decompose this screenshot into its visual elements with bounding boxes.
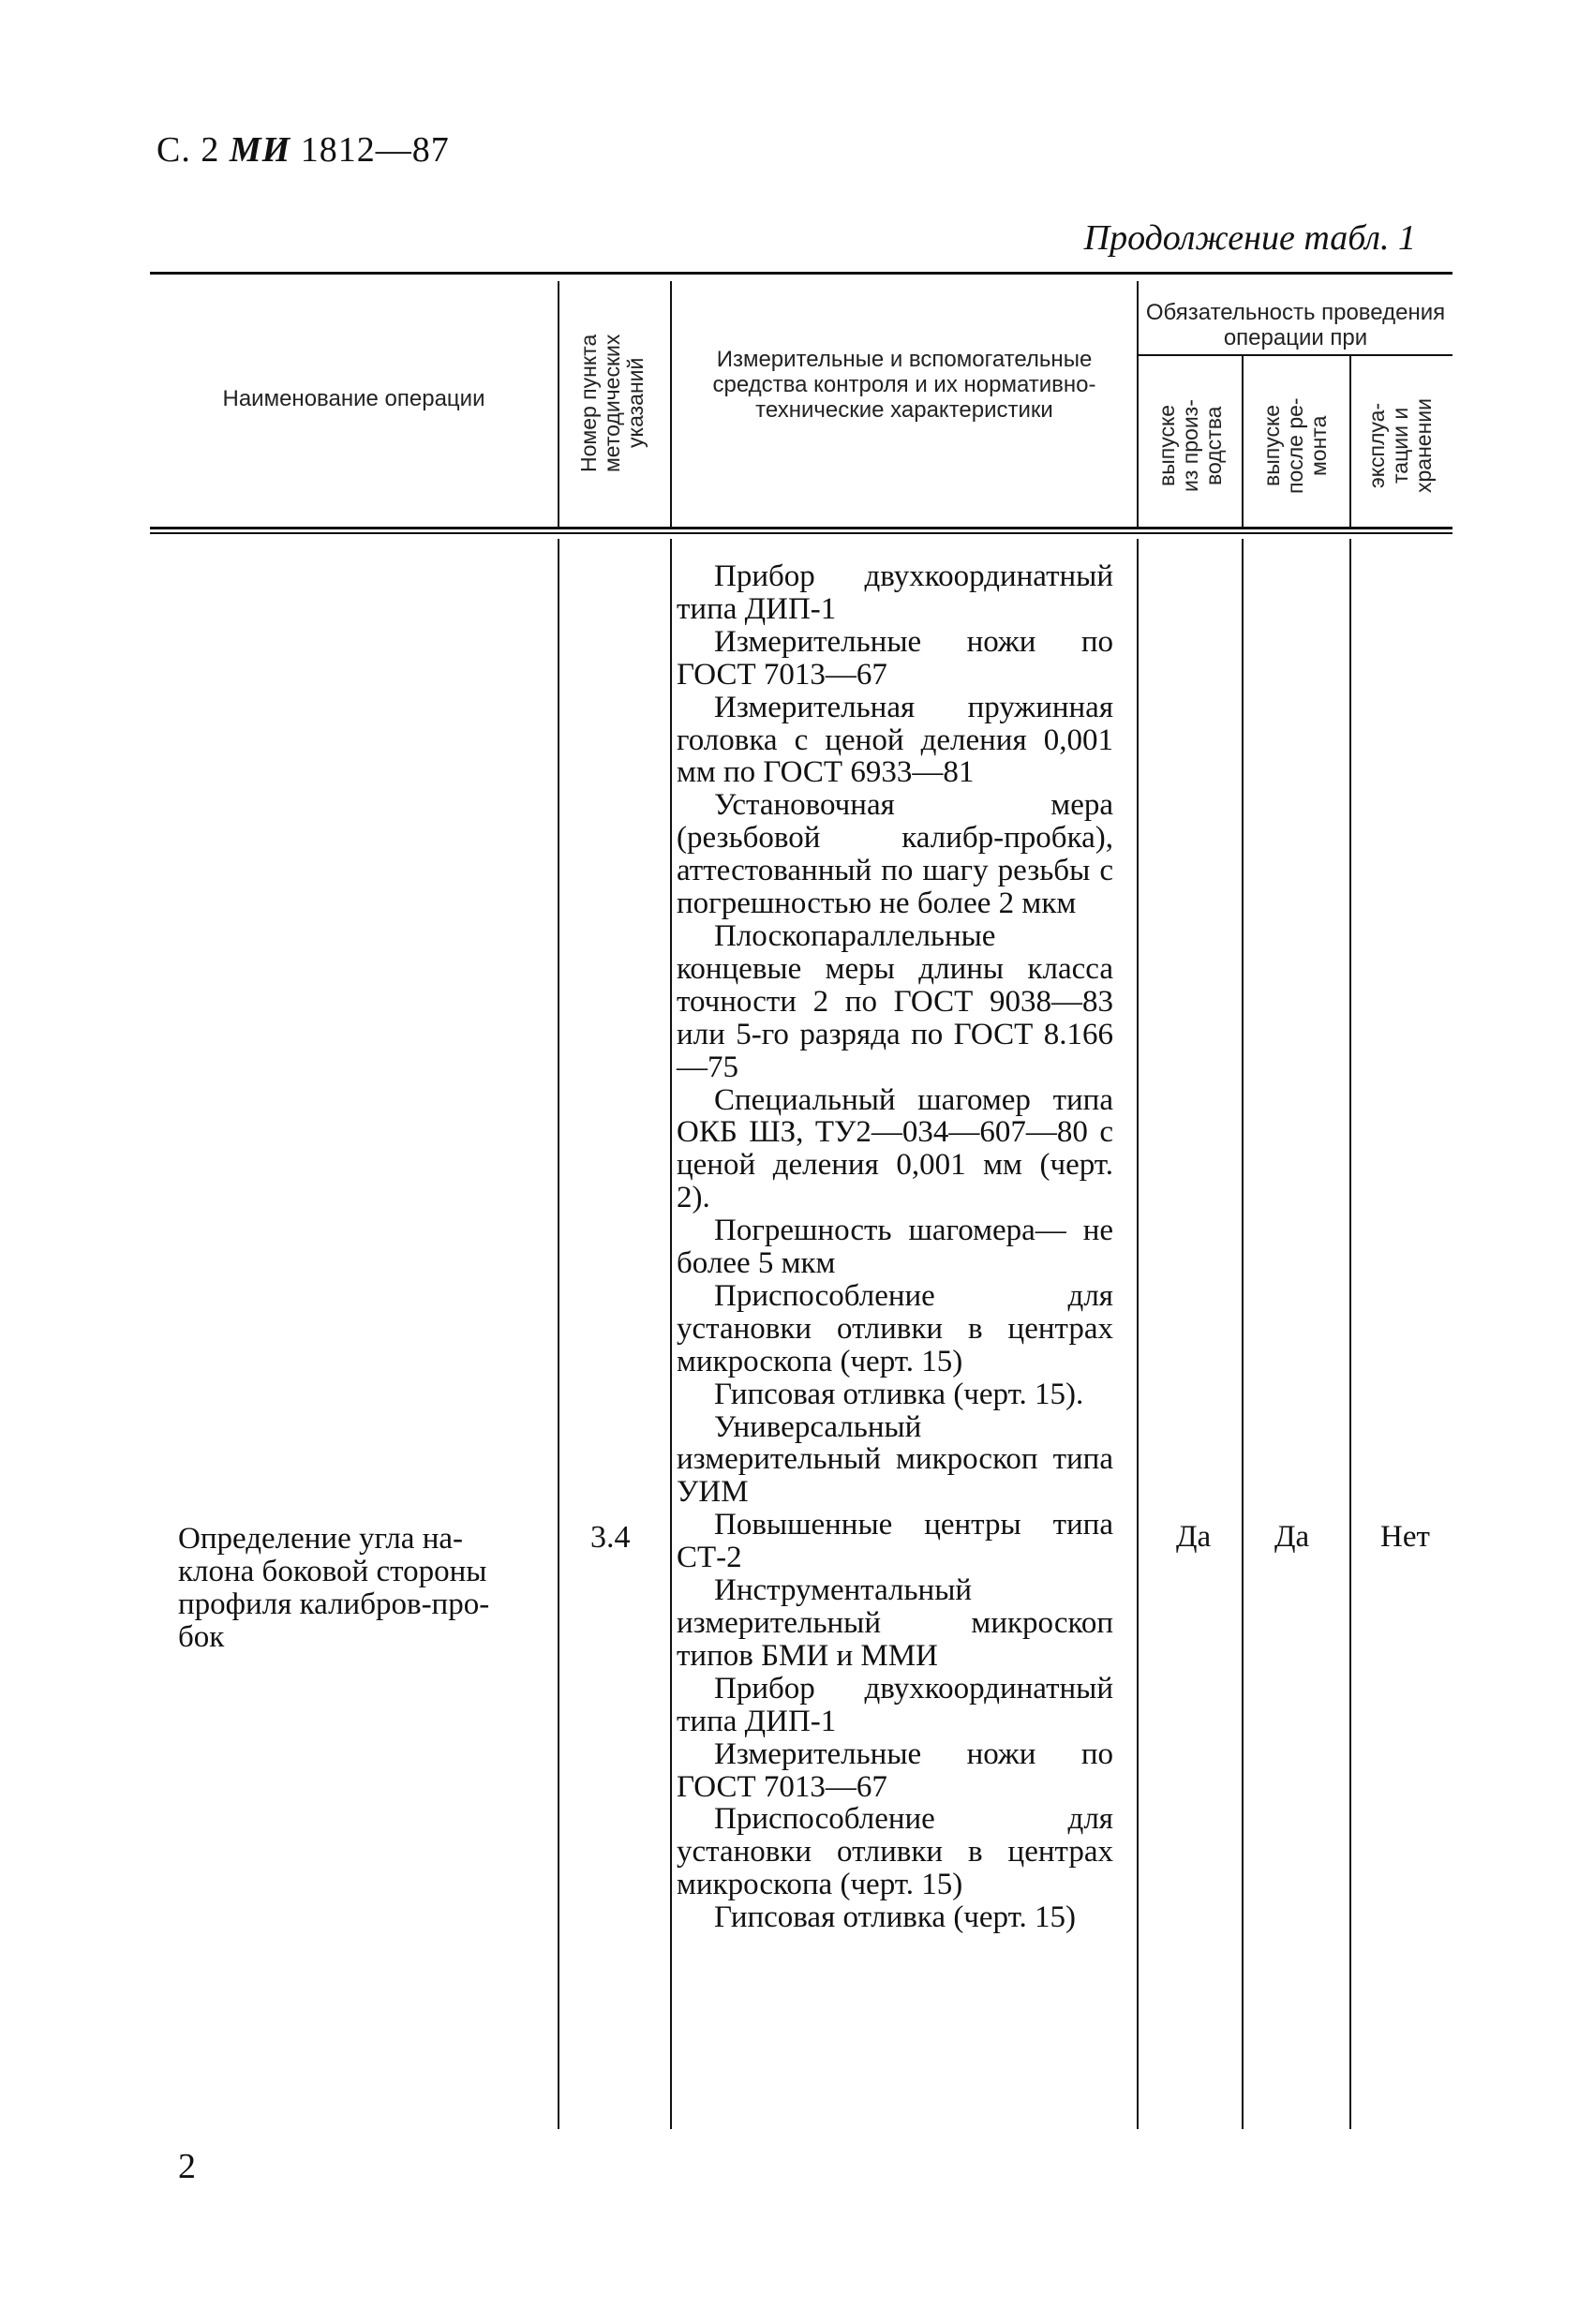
instrument-item: Приспособление для установки отливки в центрах микроскопа (черт. 15) bbox=[677, 1278, 1113, 1378]
instrument-item: Плоскопараллельные концевые меры длины класса точности 2 по ГОСТ 9038—83 или 5-го разряда по ГОСТ 8.166—75 bbox=[677, 918, 1113, 1084]
instrument-item: Измерительная пружинная головка с ценой деления 0,001 мм по ГОСТ 6933—81 bbox=[677, 690, 1113, 790]
header-vline-2 bbox=[670, 281, 672, 527]
obligation-production: Да bbox=[1176, 1520, 1212, 1554]
instrument-item: Универсальный измерительный микроскоп типа УИМ bbox=[677, 1409, 1113, 1510]
body-vline-4 bbox=[1242, 539, 1244, 2129]
header-bottom-rule-2 bbox=[150, 532, 1452, 534]
operations-table bbox=[150, 272, 1452, 2132]
instrument-item: Гипсовая отливка (черт. 15) bbox=[714, 1900, 1077, 1935]
header-operation: Наименование операции bbox=[222, 386, 485, 411]
header-sub-production: выпуске из произ- водства bbox=[1155, 399, 1226, 492]
body-vline-5 bbox=[1349, 539, 1351, 2129]
instrument-item: Гипсовая отливка (черт. 15). bbox=[714, 1377, 1084, 1411]
body-vline-1 bbox=[558, 539, 559, 2129]
obligation-repair: Да bbox=[1274, 1520, 1310, 1554]
instrument-item: Измерительные ножи по ГОСТ 7013—67 bbox=[677, 624, 1113, 692]
page-number: 2 bbox=[178, 2147, 196, 2186]
body-vline-3 bbox=[1137, 539, 1139, 2129]
header-sub-operation: эксплуа- тации и хранении bbox=[1364, 398, 1436, 493]
instrument-item: Измерительные ножи по ГОСТ 7013—67 bbox=[677, 1736, 1113, 1804]
doc-code: МИ bbox=[229, 130, 291, 170]
header-point: Номер пункта методических указаний bbox=[576, 334, 648, 472]
operation-line: профиля калибров-про- bbox=[178, 1587, 490, 1621]
instrument-item: Повышенные центры типа СТ-2 bbox=[677, 1508, 1113, 1575]
instrument-item: Приспособление для установки отливки в центрах микроскопа (черт. 15) bbox=[677, 1802, 1113, 1902]
operation-line: клона боковой стороны bbox=[178, 1555, 487, 1588]
operation-line: бок bbox=[178, 1620, 225, 1654]
instrument-item: Прибор двухкоординатный типа ДИП-1 bbox=[677, 559, 1113, 626]
header-obligation: Обязательность проведения операции при bbox=[1145, 300, 1446, 350]
obligation-operation: Нет bbox=[1380, 1520, 1430, 1554]
header-vline-1 bbox=[558, 281, 559, 527]
header-sub-repair: выпуске после ре- монта bbox=[1259, 397, 1331, 494]
method-point: 3.4 bbox=[590, 1520, 631, 1555]
obligation-sub-rule bbox=[1137, 354, 1452, 356]
instrument-item: Инструментальный измерительный микроскоп типов БМИ и ММИ bbox=[677, 1573, 1113, 1673]
instrument-item: Установочная мера (резьбовой калибр-пробка), аттестованный по шагу резьбы с погрешностью не более 2 мкм bbox=[677, 788, 1113, 921]
operation-line: Определение угла на- bbox=[178, 1522, 463, 1556]
header-vline-4 bbox=[1242, 356, 1244, 527]
instrument-item: Специальный шагомер типа ОКБ ШЗ, ТУ2—034—607—80 с ценой деления 0,001 мм (черт. 2). bbox=[677, 1082, 1113, 1215]
table-top-rule bbox=[150, 272, 1452, 275]
instruments-list bbox=[677, 560, 1113, 1934]
page-prefix: С. 2 bbox=[156, 130, 220, 170]
header-vline-3 bbox=[1137, 281, 1139, 527]
body-vline-2 bbox=[670, 539, 672, 2129]
header-bottom-rule bbox=[150, 527, 1452, 529]
page-header bbox=[156, 129, 450, 171]
continuation-label: Продолжение табл. 1 bbox=[1083, 218, 1416, 258]
operation-name bbox=[178, 1523, 544, 1654]
doc-number: 1812—87 bbox=[300, 130, 450, 170]
header-instruments: Измерительные и вспомогательные средства контроля и их нормативно-технические характеристики bbox=[712, 347, 1096, 423]
instrument-item: Погрешность шагомера— не более 5 мкм bbox=[677, 1214, 1113, 1281]
instrument-item: Прибор двухкоординатный типа ДИП-1 bbox=[677, 1671, 1113, 1738]
header-vline-5 bbox=[1349, 356, 1351, 527]
